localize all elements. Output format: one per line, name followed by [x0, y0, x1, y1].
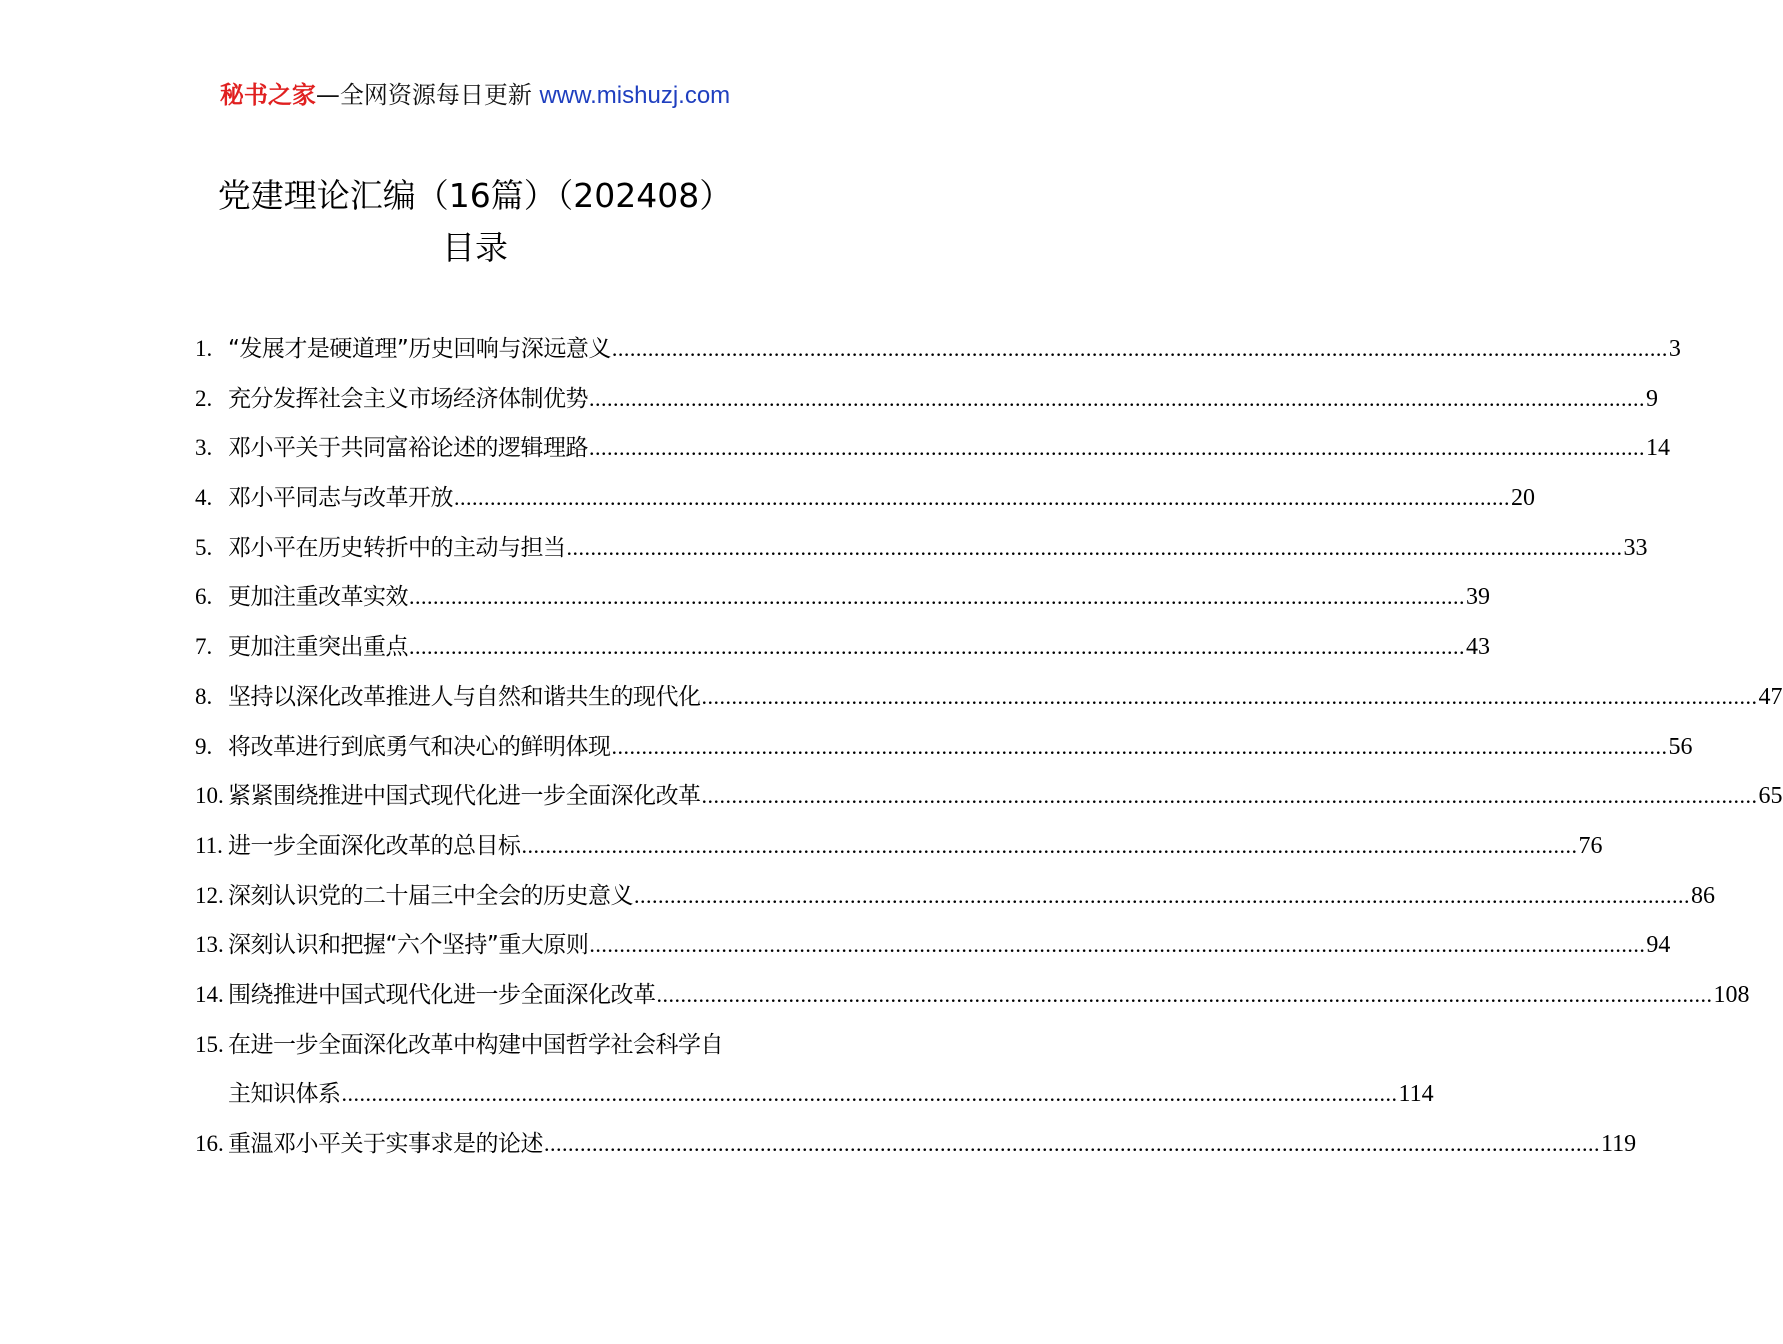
toc-entry-title: 围绕推进中国式现代化进一步全面深化改革 [228, 981, 656, 1008]
toc-entry-number: 7. [195, 634, 213, 660]
dot-leader [634, 871, 1690, 921]
toc-entry-page: 108 [1713, 981, 1750, 1008]
dot-leader [544, 1119, 1600, 1169]
toc-entry-number: 5. [195, 534, 213, 560]
toc-entry[interactable] [195, 771, 1783, 821]
toc-entry-page: 94 [1646, 932, 1671, 959]
toc-entry-number: 4. [195, 485, 213, 511]
dot-leader [702, 672, 1758, 722]
dot-leader [702, 771, 1758, 821]
toc-entry-title: 充分发挥社会主义市场经济体制优势 [228, 385, 588, 412]
toc-entry-number: 12. [195, 882, 224, 908]
toc-entry-number: 3. [195, 435, 213, 461]
toc-entry[interactable] [195, 920, 1671, 970]
toc-entry[interactable] [195, 324, 1681, 374]
toc-entry-number: 2. [195, 385, 213, 411]
toc-heading: 目录 [442, 228, 508, 267]
dot-leader [589, 374, 1645, 424]
toc-entry-title: 坚持以深化改革推进人与自然和谐共生的现代化 [228, 683, 701, 710]
toc-entry-first-line[interactable] [195, 1020, 807, 1070]
dot-leader [409, 572, 1465, 622]
toc-entry-title: 深刻认识党的二十届三中全会的历史意义 [228, 882, 633, 909]
dot-leader [342, 1069, 1398, 1119]
toc-entry-title-continued: 主知识体系 [228, 1081, 341, 1108]
toc-entry-title: 紧紧围绕推进中国式现代化进一步全面深化改革 [228, 783, 701, 810]
toc-entry-title: 深刻认识和把握“六个坚持”重大原则 [228, 932, 589, 959]
toc-entry[interactable] [195, 622, 1490, 672]
toc-entry[interactable] [195, 572, 1490, 622]
toc-entry[interactable] [195, 722, 1693, 772]
toc-entry-title: 将改革进行到底勇气和决心的鲜明体现 [228, 733, 611, 760]
toc-entry-number: 6. [195, 584, 213, 610]
toc-entry[interactable] [195, 871, 1715, 921]
toc-entry-title: 更加注重改革实效 [228, 584, 408, 611]
toc-entry[interactable] [195, 374, 1658, 424]
dot-leader [589, 423, 1645, 473]
toc-entry-number: 15. [195, 1031, 224, 1057]
toc-entry-number: 9. [195, 733, 213, 759]
toc-entry-page: 56 [1668, 733, 1693, 760]
toc-entry-title: 邓小平关于共同富裕论述的逻辑理路 [228, 435, 588, 462]
toc-entry-title: 邓小平在历史转折中的主动与担当 [228, 534, 566, 561]
toc-entry[interactable] [195, 1119, 1637, 1169]
toc-entry-page: 47 [1758, 683, 1783, 710]
table-of-contents [195, 324, 1783, 1169]
toc-entry-page: 20 [1511, 485, 1535, 512]
dot-leader [589, 920, 1645, 970]
toc-entry[interactable] [195, 970, 1750, 1020]
toc-entry-title: 在进一步全面深化改革中构建中国哲学社会科学自 [228, 1031, 723, 1058]
toc-entry-page: 65 [1758, 783, 1783, 810]
toc-entry-page: 119 [1601, 1131, 1637, 1157]
dot-leader [657, 970, 1713, 1020]
document-title: 党建理论汇编（16篇）（202408） [217, 176, 733, 215]
toc-entry-number: 13. [195, 932, 224, 958]
toc-entry-continuation[interactable] [195, 1069, 1434, 1119]
toc-entry-page: 39 [1466, 584, 1490, 611]
toc-entry-page: 76 [1578, 832, 1603, 859]
brand-name: 秘书之家 [219, 81, 316, 109]
toc-entry-number: 8. [195, 683, 213, 709]
dot-leader [612, 324, 1668, 374]
toc-entry[interactable] [195, 473, 1535, 523]
toc-entry-page: 14 [1646, 435, 1670, 462]
banner-slogan: —全网资源每日更新 [315, 81, 532, 109]
toc-entry[interactable] [195, 423, 1670, 473]
toc-entry-number: 10. [195, 783, 224, 809]
toc-entry[interactable] [195, 672, 1783, 722]
dot-leader [522, 821, 1578, 871]
toc-entry-number: 14. [195, 981, 224, 1007]
dot-leader [454, 473, 1510, 523]
toc-entry-page: 43 [1466, 634, 1490, 661]
dot-leader [409, 622, 1465, 672]
toc-entry[interactable] [195, 523, 1648, 573]
site-url-link[interactable]: www.mishuzj.com [539, 82, 731, 109]
toc-entry[interactable] [195, 821, 1603, 871]
site-banner [0, 78, 950, 113]
dot-leader [567, 523, 1623, 573]
toc-entry-number: 11. [195, 832, 223, 858]
toc-entry-title: 重温邓小平关于实事求是的论述 [228, 1131, 543, 1157]
toc-entry-page: 114 [1398, 1081, 1434, 1108]
toc-entry-number: 16. [195, 1131, 224, 1156]
toc-entry-page: 3 [1668, 336, 1681, 362]
toc-entry-number: 1. [195, 336, 213, 361]
toc-entry-title: 更加注重突出重点 [228, 634, 408, 661]
toc-entry-page: 9 [1646, 385, 1658, 412]
toc-entry-title: 进一步全面深化改革的总目标 [228, 832, 521, 859]
toc-entry-page: 86 [1691, 882, 1715, 909]
toc-entry-title: 邓小平同志与改革开放 [228, 485, 453, 512]
dot-leader [612, 722, 1668, 772]
toc-entry-page: 33 [1623, 534, 1648, 561]
toc-entry-title: “发展才是硬道理”历史回响与深远意义 [228, 336, 611, 362]
